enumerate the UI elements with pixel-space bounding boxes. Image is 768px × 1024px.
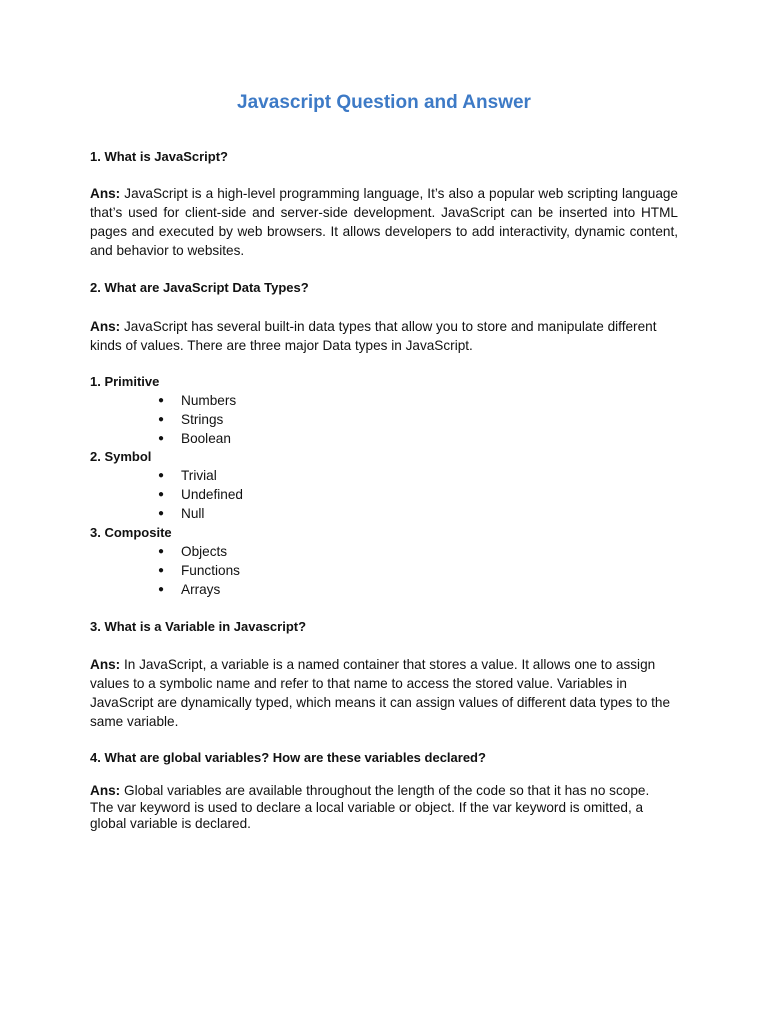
list-item: ● Functions (158, 563, 240, 578)
answer-label: Ans: (90, 319, 121, 334)
question-2-heading: 2. What are JavaScript Data Types? (90, 280, 309, 295)
answer-label: Ans: (90, 657, 121, 672)
answer-3-text: In JavaScript, a variable is a named container that stores a value. It allows one to assign values to a symbolic name and refer to that name to access the stored value. Variables in JavaScript are dynamically typed, which means it can assign values of different data types to the same variable. (90, 657, 671, 729)
bullet-icon: ● (158, 584, 165, 595)
datatype-category-symbol: 2. Symbol (90, 449, 152, 464)
question-1-heading: 1. What is JavaScript? (90, 149, 228, 164)
bullet-icon: ● (158, 433, 165, 444)
list-item: ● Objects (158, 544, 228, 559)
list-item: ● Strings (158, 412, 224, 427)
list-item: ● Null (158, 506, 205, 521)
answer-2-text: JavaScript has several built-in data types that allow you to store and manipulate different kinds of values. There are three major Data types in JavaScript. (90, 319, 657, 353)
list-item: ● Numbers (158, 393, 237, 408)
answer-1-paragraph (90, 184, 678, 260)
bullet-icon: ● (158, 414, 165, 425)
answer-label: Ans: (90, 186, 121, 201)
symbol-types-list (158, 466, 243, 523)
composite-types-list (158, 542, 240, 599)
bullet-icon: ● (158, 470, 165, 481)
bullet-icon: ● (158, 546, 165, 557)
list-item: ● Trivial (158, 468, 217, 483)
answer-4-paragraph (90, 783, 670, 833)
answer-2-paragraph (90, 317, 670, 355)
question-4-heading: 4. What are global variables? How are these variables declared? (90, 750, 486, 765)
answer-3-paragraph (90, 655, 672, 731)
answer-1-text: JavaScript is a high-level programming language, It’s also a popular web scripting language that’s used for client-side and server-side development. JavaScript can be inserted into HTML pages and executed by web browsers. It allows developers to add interactivity, dynamic content, and behavior to websites. (90, 186, 678, 258)
primitive-types-list (158, 391, 236, 448)
bullet-icon: ● (158, 489, 165, 500)
question-3-heading: 3. What is a Variable in Javascript? (90, 619, 307, 634)
bullet-icon: ● (158, 565, 165, 576)
document-title: Javascript Question and Answer (237, 92, 531, 113)
answer-label: Ans: (90, 783, 121, 798)
datatype-category-composite: 3. Composite (90, 525, 172, 540)
answer-4-text: Global variables are available throughout the length of the code so that it has no scope. The var keyword is used to declare a local variable or object. If the var keyword is omitted, a global variable is declared. (90, 783, 650, 831)
bullet-icon: ● (158, 508, 165, 519)
datatype-category-primitive: 1. Primitive (90, 374, 160, 389)
list-item: ● Arrays (158, 582, 221, 597)
bullet-icon: ● (158, 395, 165, 406)
list-item: ● Undefined (158, 487, 243, 502)
list-item: ● Boolean (158, 431, 231, 446)
